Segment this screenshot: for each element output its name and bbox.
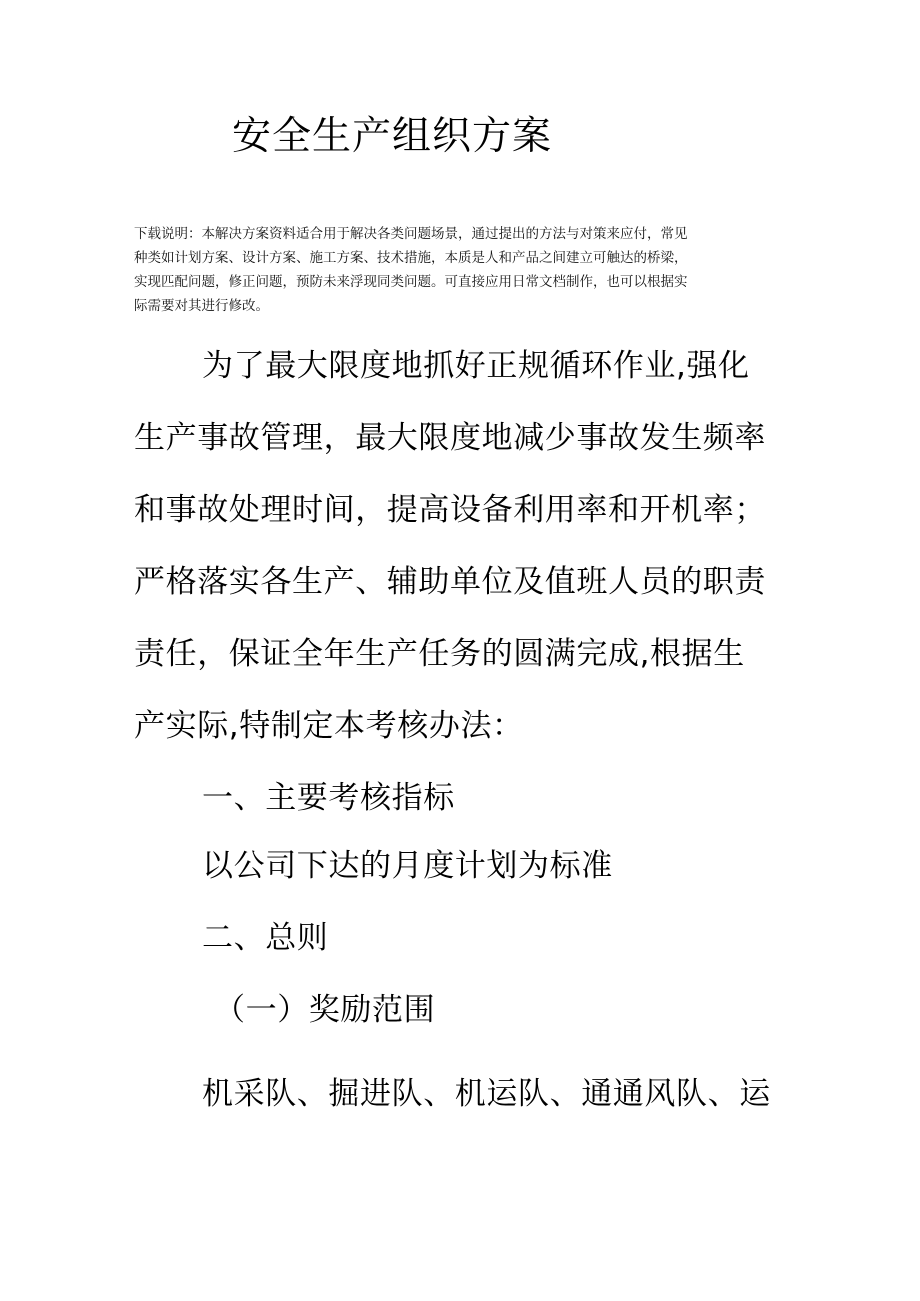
intro-paragraph-line: 责任，保证全年生产任务的圆满完成,根据生 [134, 636, 745, 672]
subsection-text: 机采队、掘进队、机运队、通通风队、运 [202, 1076, 771, 1112]
intro-paragraph-line: 生产事故管理，最大限度地减少事故发生频率 [134, 420, 766, 456]
download-note-line: 际需要对其进行修改。 [134, 298, 269, 314]
document-title: 安全生产组织方案 [232, 114, 553, 159]
section-heading: 一、主要考核指标 [202, 780, 455, 816]
intro-paragraph-line: 为了最大限度地抓好正规循环作业,强化 [202, 348, 750, 384]
download-note [134, 222, 774, 318]
intro-paragraph-line: 和事故处理时间，提高设备利用率和开机率； [134, 492, 766, 528]
section-heading: 二、总则 [202, 920, 329, 956]
intro-paragraph-line: 产实际,特制定本考核办法： [134, 708, 524, 744]
download-note-line: 实现匹配问题，修正问题，预防未来浮现同类问题。可直接应用日常文档制作，也可以根据实 [134, 274, 688, 290]
download-note-line: 下载说明：本解决方案资料适合用于解决各类问题场景，通过提出的方法与对策来应付，常见 [134, 226, 688, 242]
subsection-heading: （一）奖励范围 [214, 992, 436, 1028]
section-text: 以公司下达的月度计划为标准 [202, 848, 613, 884]
intro-paragraph-line: 严格落实各生产、辅助单位及值班人员的职责 [134, 564, 766, 600]
download-note-line: 种类如计划方案、设计方案、施工方案、技术措施，本质是人和产品之间建立可触达的桥梁， [134, 250, 688, 266]
